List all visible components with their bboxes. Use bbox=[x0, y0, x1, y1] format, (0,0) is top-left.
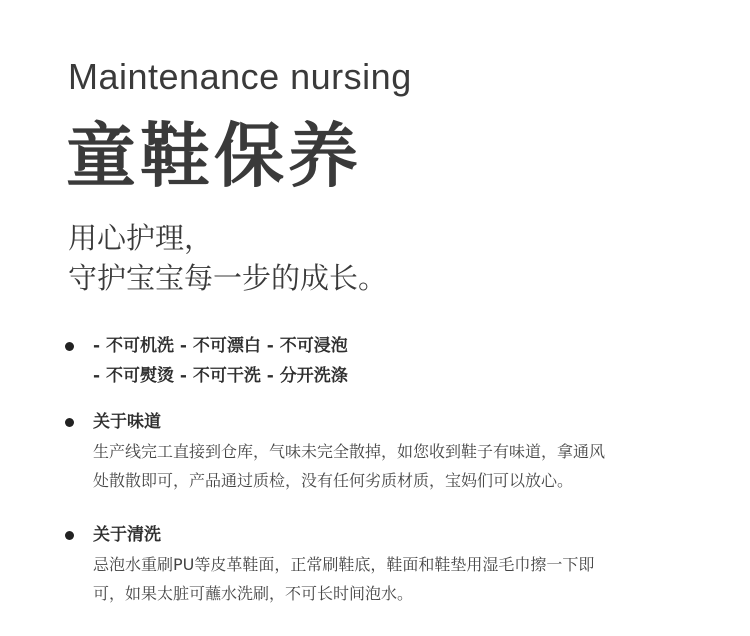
cleaning-body bbox=[93, 550, 703, 608]
tagline-line-1: 用心护理， bbox=[68, 221, 214, 255]
tagline-line-2: 守护宝宝每一步的成长。 bbox=[68, 261, 388, 295]
cleaning-heading: 关于清洗 bbox=[93, 525, 161, 545]
care-symbols-line-2: - 不可熨烫 - 不可干洗 - 分开洗涤 bbox=[93, 366, 348, 386]
tagline bbox=[68, 218, 387, 298]
bullet-icon bbox=[65, 342, 74, 351]
smell-body-line-2: 处散散即可，产品通过质检，没有任何劣质材质，宝妈们可以放心。 bbox=[93, 471, 574, 490]
cleaning-body-line-2: 可，如果太脏可蘸水洗刷，不可长时间泡水。 bbox=[93, 584, 414, 603]
smell-heading: 关于味道 bbox=[93, 412, 161, 432]
smell-body bbox=[93, 437, 703, 495]
care-symbols-line-1: - 不可机洗 - 不可漂白 - 不可浸泡 bbox=[93, 336, 348, 356]
smell-body-line-1: 生产线完工直接到仓库，气味未完全散掉，如您收到鞋子有味道，拿通风 bbox=[93, 442, 606, 461]
care-symbols-text bbox=[93, 331, 348, 391]
bullet-icon bbox=[65, 418, 74, 427]
page-title: 童鞋保养 bbox=[66, 115, 362, 197]
cleaning-body-line-1: 忌泡水重刷PU等皮革鞋面，正常刷鞋底，鞋面和鞋垫用湿毛巾擦一下即 bbox=[93, 555, 595, 574]
subtitle-english: Maintenance nursing bbox=[68, 56, 412, 97]
bullet-icon bbox=[65, 531, 74, 540]
